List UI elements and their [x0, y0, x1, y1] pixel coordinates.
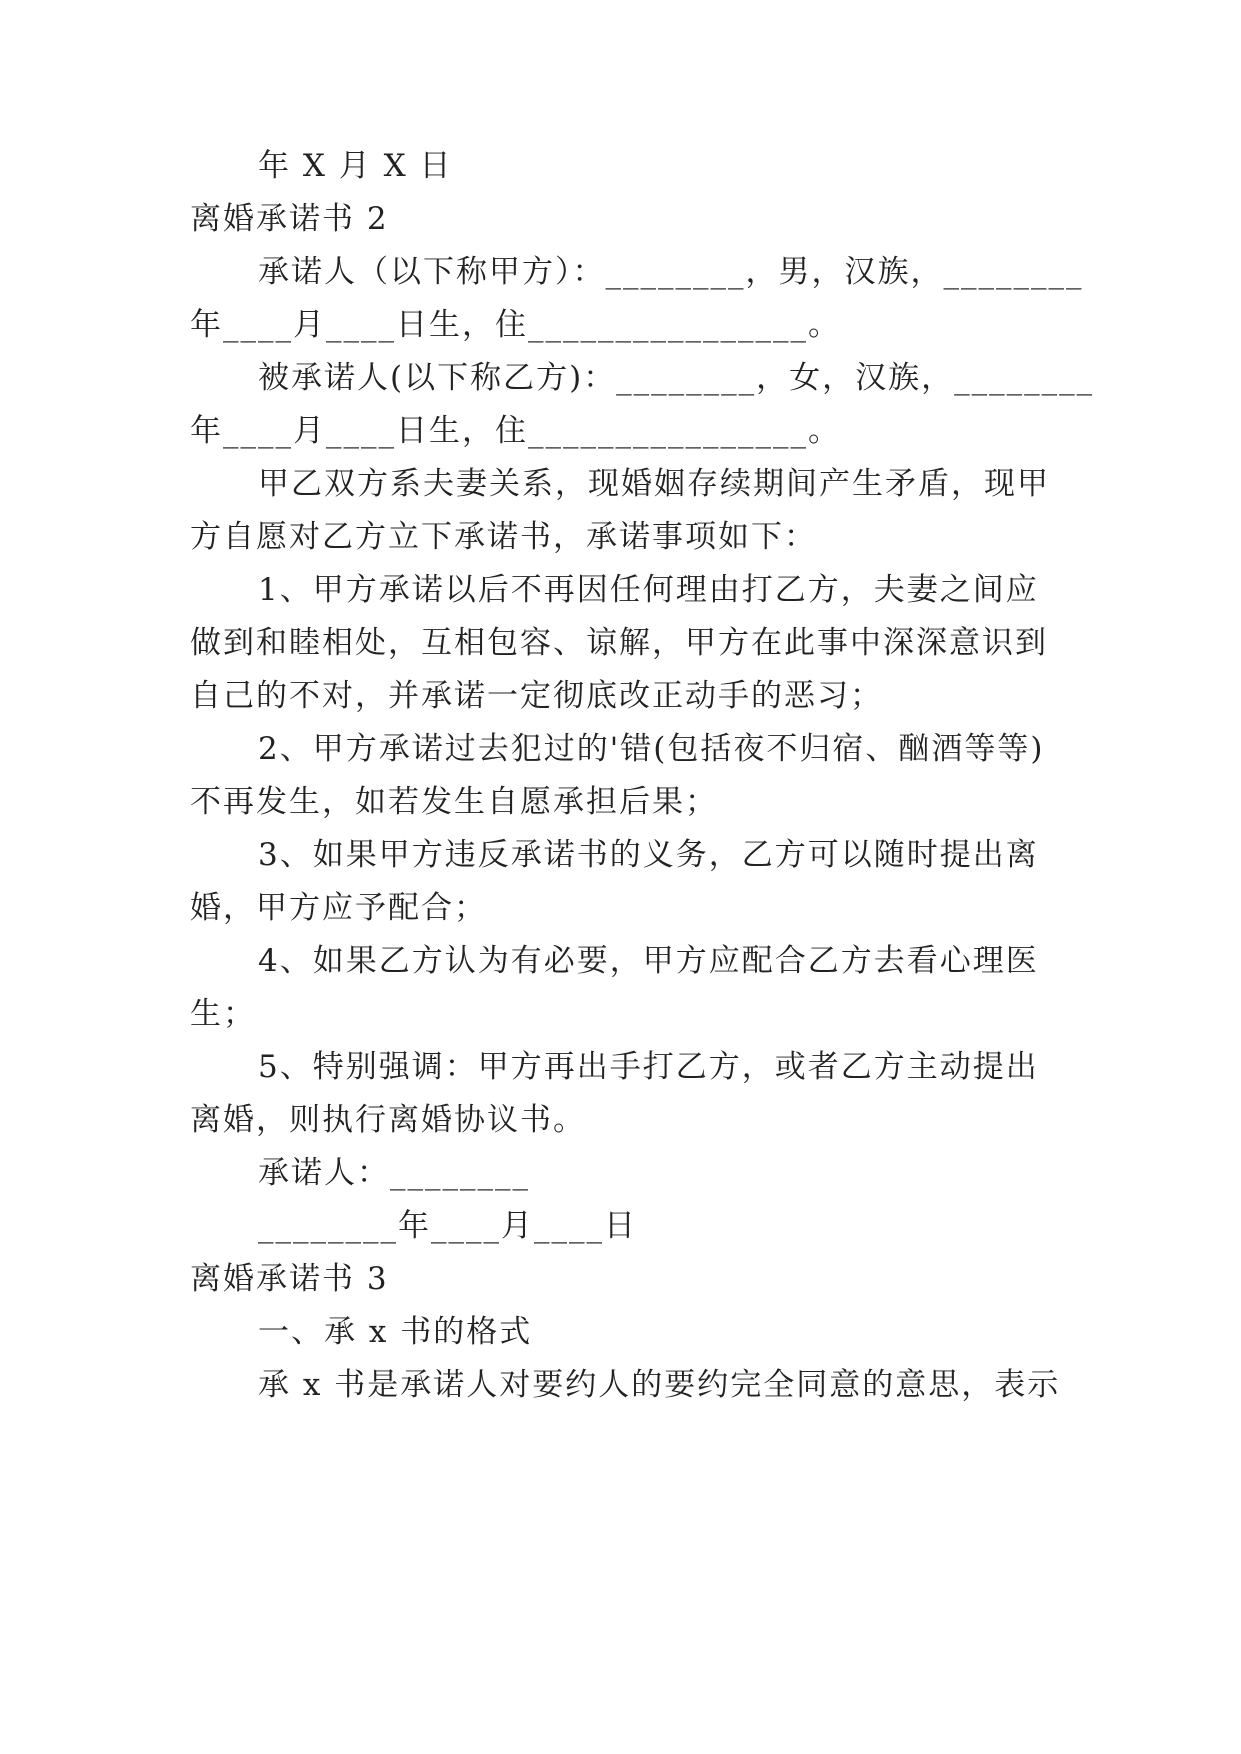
date-line: 年 X 月 X 日: [258, 148, 453, 184]
item-1-line-3: 自己的不对，并承诺一定彻底改正动手的恶习；: [190, 678, 883, 714]
intro-line-2: 方自愿对乙方立下承诺书，承诺事项如下：: [190, 519, 817, 555]
section-3-paragraph-1: 承 x 书是承诺人对要约人的要约完全同意的意思，表示: [258, 1367, 1061, 1403]
item-4-line-2: 生；: [190, 996, 256, 1032]
item-5-line-1: 5、特别强调：甲方再出手打乙方，或者乙方主动提出: [258, 1049, 1039, 1085]
party-a-line-1: 承诺人（以下称甲方）：________，男，汉族，________: [258, 254, 1084, 290]
item-2-line-2: 不再发生，如若发生自愿承担后果；: [190, 784, 718, 820]
section-3-title: 离婚承诺书 3: [190, 1261, 389, 1297]
item-1-line-2: 做到和睦相处，互相包容、谅解，甲方在此事中深深意识到: [190, 625, 1048, 661]
party-a-line-2: 年____月____日生，住________________。: [190, 307, 841, 343]
item-2-line-1: 2、甲方承诺过去犯过的'错(包括夜不归宿、酗酒等等): [258, 731, 1045, 767]
section-2-title: 离婚承诺书 2: [190, 201, 389, 237]
signer-line: 承诺人：________: [258, 1155, 530, 1191]
party-b-line-1: 被承诺人(以下称乙方)：________，女，汉族，________: [258, 360, 1095, 396]
item-5-line-2: 离婚，则执行离婚协议书。: [190, 1102, 586, 1138]
party-b-line-2: 年____月____日生，住________________。: [190, 413, 841, 449]
section-3-heading-1: 一、承 x 书的格式: [258, 1314, 533, 1350]
sign-date-line: ________年____月____日: [258, 1208, 637, 1244]
intro-line-1: 甲乙双方系夫妻关系，现婚姻存续期间产生矛盾，现甲: [258, 466, 1050, 502]
item-3-line-2: 婚，甲方应予配合；: [190, 890, 487, 926]
item-4-line-1: 4、如果乙方认为有必要，甲方应配合乙方去看心理医: [258, 943, 1039, 979]
item-3-line-1: 3、如果甲方违反承诺书的义务，乙方可以随时提出离: [258, 837, 1039, 873]
item-1-line-1: 1、甲方承诺以后不再因任何理由打乙方，夫妻之间应: [258, 572, 1039, 608]
